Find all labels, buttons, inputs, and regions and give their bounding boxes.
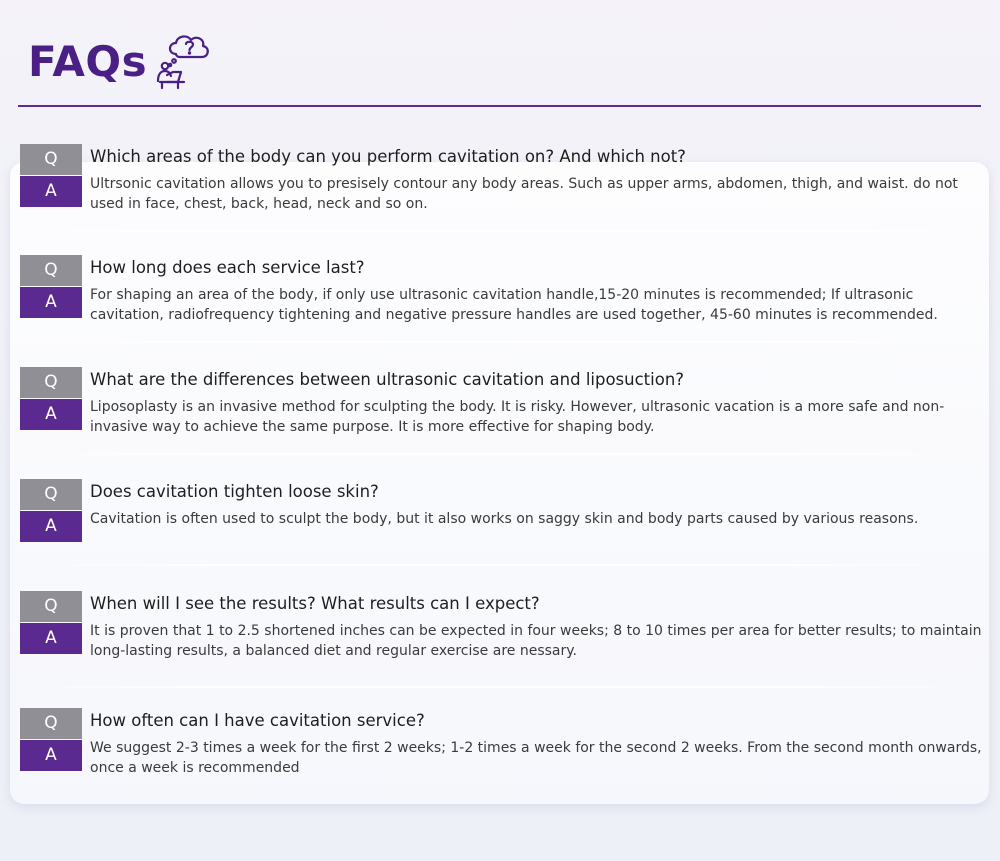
faq-answer: We suggest 2-3 times a week for the first 2 weeks; 1-2 times a week for the second 2 weeks. From the second month onwards, once a week is recommended	[90, 740, 982, 776]
faq-answer: It is proven that 1 to 2.5 shortened inches can be expected in four weeks; 8 to 10 times per area for better results; to maintain long-lasting results, a balanced diet and regular exercise are nessary.	[90, 623, 982, 659]
faq-question: How often can I have cavitation service?	[90, 711, 425, 730]
page-title: FAQs	[28, 37, 148, 86]
faq-answer: Liposoplasty is an invasive method for sculpting the body. It is risky. However, ultrasonic vacation is a more safe and non-invasive way to achieve the same purpose. It is more effective for shaping body.	[90, 399, 945, 435]
faq-divider	[24, 686, 974, 688]
question-badge: Q	[20, 708, 82, 739]
faq-divider	[24, 564, 974, 566]
faq-question: Which areas of the body can you perform cavitation on? And which not?	[90, 147, 686, 166]
faq-divider	[24, 453, 974, 455]
faq-divider	[24, 341, 974, 343]
answer-badge: A	[20, 511, 82, 542]
faq-divider	[24, 230, 974, 232]
question-badge: Q	[20, 255, 82, 286]
faq-question: How long does each service last?	[90, 258, 365, 277]
faq-question: What are the differences between ultrasonic cavitation and liposuction?	[90, 370, 685, 389]
answer-badge: A	[20, 176, 82, 207]
question-badge: Q	[20, 367, 82, 398]
faq-answer: Ultrsonic cavitation allows you to presisely contour any body areas. Such as upper arms, abdomen, thigh, and waist. do not used in face, chest, back, head, neck and so on.	[90, 176, 958, 212]
faq-question: Does cavitation tighten loose skin?	[90, 482, 379, 501]
answer-badge: A	[20, 623, 82, 654]
question-badge: Q	[20, 479, 82, 510]
page-header	[0, 0, 1000, 110]
faq-answer: For shaping an area of the body, if only use ultrasonic cavitation handle,15-20 minutes is recommended; If ultrasonic cavitation, radiofrequency tightening and negative pressure handles are used together, 45-60 minutes is recommended.	[90, 287, 938, 323]
answer-badge: A	[20, 399, 82, 430]
faq-answer: Cavitation is often used to sculpt the body, but it also works on saggy skin and body parts caused by various reasons.	[90, 511, 919, 527]
faq-question: When will I see the results? What results can I expect?	[90, 594, 540, 613]
answer-badge: A	[20, 740, 82, 771]
question-thought-icon	[152, 30, 214, 92]
question-badge: Q	[20, 144, 82, 175]
answer-badge: A	[20, 287, 82, 318]
question-badge: Q	[20, 591, 82, 622]
header-divider	[18, 105, 981, 107]
